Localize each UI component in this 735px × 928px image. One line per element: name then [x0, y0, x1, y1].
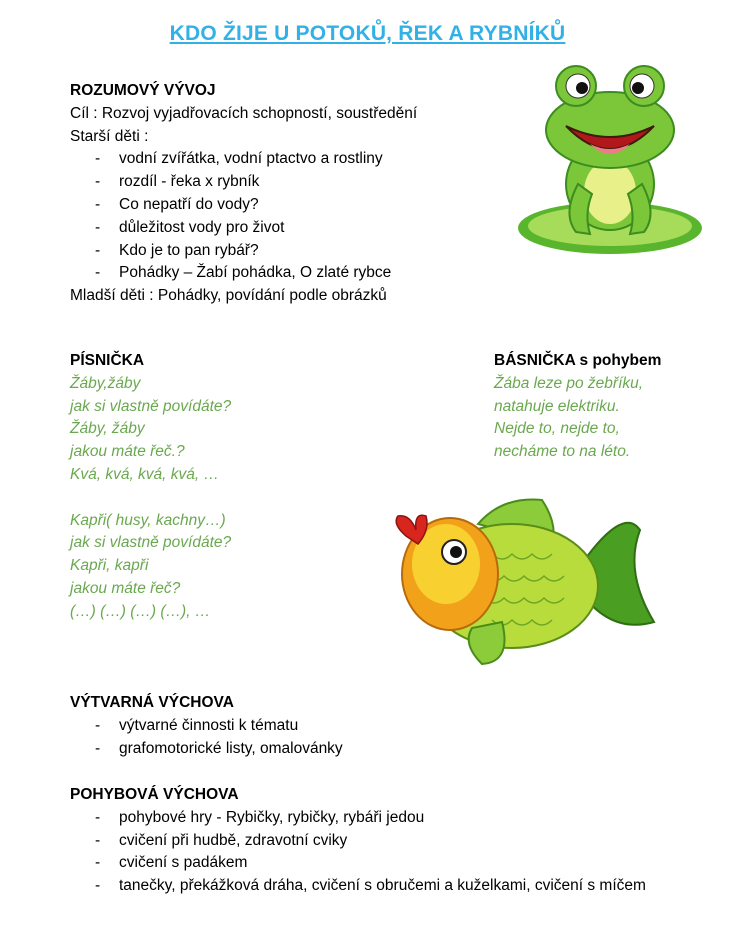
section-pisnicka [70, 350, 400, 624]
section-rozumovy [70, 80, 530, 308]
song-line: Žáby, žáby [70, 420, 145, 438]
rozumovy-goal: Cíl : Rozvoj vyjadřovacích schopností, soustředění [70, 104, 418, 122]
poem-line: Žába leze po žebříku, [494, 374, 644, 392]
list-item: - Kdo je to pan rybář? [70, 240, 530, 263]
list-item: - Co nepatří do vody? [70, 194, 530, 217]
list-item: - Pohádky – Žabí pohádka, O zlaté rybce [70, 262, 530, 285]
section-pohybova [70, 784, 670, 898]
section-basnicka [494, 350, 714, 464]
vytvarna-list [70, 715, 670, 761]
song-line: Kvá, kvá, kvá, kvá, … [70, 465, 220, 483]
rozumovy-heading: ROZUMOVÝ VÝVOJ [70, 82, 216, 99]
song-line: jakou máte řeč? [70, 579, 181, 597]
section-vytvarna [70, 692, 670, 760]
song-line: jakou máte řeč.? [70, 443, 185, 461]
song-line: (…) (…) (…) (…), … [70, 602, 211, 620]
list-item: - výtvarné činnosti k tématu [70, 715, 670, 738]
basnicka-heading: BÁSNIČKA s pohybem [494, 352, 662, 369]
list-item: - důležitost vody pro život [70, 217, 530, 240]
poem-line: natahuje elektriku. [494, 397, 620, 415]
poem-line: necháme to na léto. [494, 443, 631, 461]
song-line: jak si vlastně povídáte? [70, 534, 232, 552]
pisnicka-heading: PÍSNIČKA [70, 352, 145, 369]
pohybova-list [70, 807, 670, 898]
song-line: Žáby,žáby [70, 374, 141, 392]
song-line: Kapři, kapři [70, 557, 149, 575]
frog-illustration [512, 64, 708, 256]
poem-line: Nejde to, nejde to, [494, 420, 620, 438]
list-item: - grafomotorické listy, omalovánky [70, 738, 670, 761]
rozumovy-younger: Mladší děti : Pohádky, povídání podle obrázků [70, 287, 387, 305]
page-title: KDO ŽIJE U POTOKŮ, ŘEK A RYBNÍKŮ [169, 22, 566, 45]
vytvarna-heading: VÝTVARNÁ VÝCHOVA [70, 694, 234, 711]
list-item: - cvičení při hudbě, zdravotní cviky [70, 830, 670, 853]
pohybova-heading: POHYBOVÁ VÝCHOVA [70, 786, 239, 803]
list-item: - cvičení s padákem [70, 852, 670, 875]
list-item: - pohybové hry - Rybičky, rybičky, rybáři jedou [70, 807, 670, 830]
rozumovy-older-label: Starší děti : [70, 127, 149, 145]
song-line: jak si vlastně povídáte? [70, 397, 232, 415]
list-item: - tanečky, překážková dráha, cvičení s obručemi a kuželkami, cvičení s míčem [70, 875, 649, 898]
fish-illustration [392, 494, 668, 670]
song-line: Kapři( husy, kachny…) [70, 511, 226, 529]
list-item: - rozdíl - řeka x rybník [70, 171, 530, 194]
rozumovy-list [70, 148, 530, 285]
list-item: - vodní zvířátka, vodní ptactvo a rostliny [70, 148, 530, 171]
